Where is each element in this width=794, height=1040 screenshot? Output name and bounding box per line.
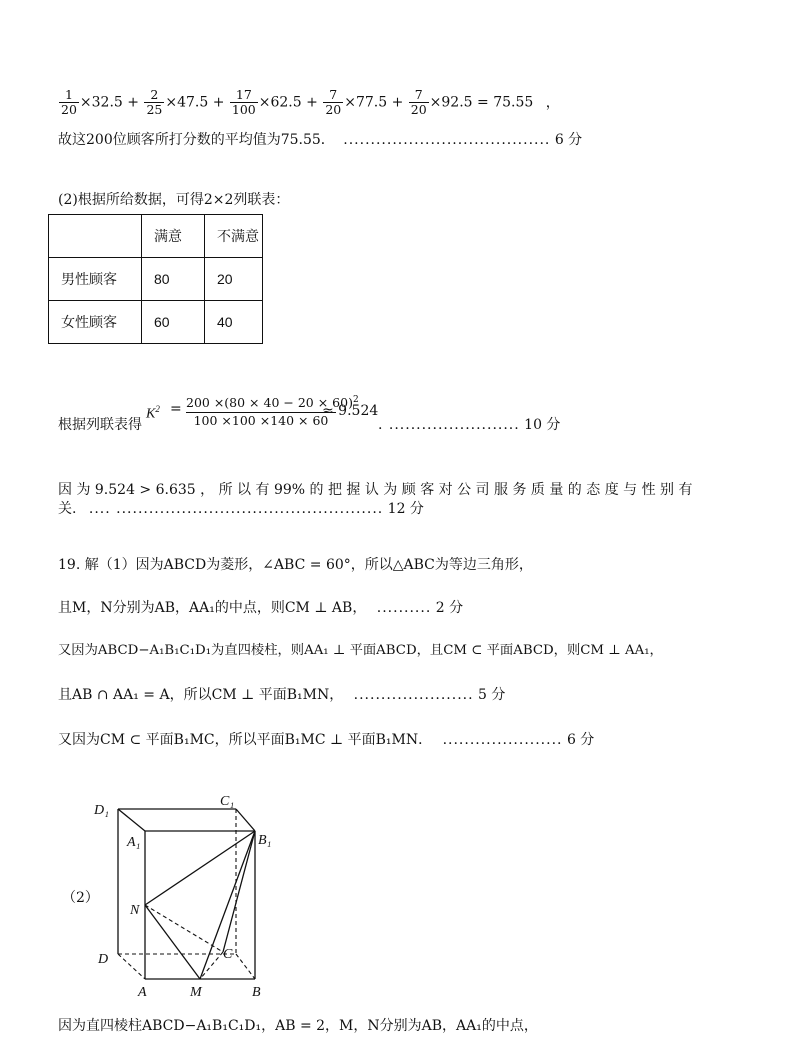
contingency-table [48,214,263,344]
label-D1: D₁ [94,803,109,818]
label-B: B [252,985,261,1000]
label-B1: B₁ [258,833,272,848]
segment-N-M [145,905,200,979]
prism-figure [90,790,290,1005]
table-row [49,258,263,301]
table-cell: 60 [142,301,205,344]
fraction-5: $\frac{7}{20}$ [410,87,427,117]
table-cell: 80 [142,258,205,301]
k2-lhs: $K^2$ [146,404,160,422]
table-row [49,301,263,344]
table-header-cell: 满意 [142,215,205,258]
last-line: 因为直四棱柱ABCD−A₁B₁C₁D₁，AB = 2，M，N分别为AB，AA₁的中点， [58,1018,538,1034]
k2-prefix: 根据列联表得 [58,417,142,433]
part2-intro: (2)根据所给数据，可得2×2列联表： [58,192,290,208]
q19-line-4: 且AB ∩ AA₁ = A，所以CM ⊥ 平面B₁MN， ...................... 5 分 [58,687,506,703]
k2-equals: = [170,401,182,417]
label-N: N [130,903,140,918]
label-D: D [98,952,109,967]
fraction-1: $\frac{1}{20}$ [61,87,77,117]
k2-approx: ≈ 9.524 [322,403,379,419]
fraction-4: $\frac{7}{20}$ [325,87,342,117]
fraction-2: $\frac{2}{25}$ [146,87,163,117]
q19-line-1: 19. 解（1）因为ABCD为菱形，∠ABC = 60°，所以△ABC为等边三角形， [58,557,533,573]
hidden-segment-C-M [200,952,223,979]
mean-conclusion-line: 故这200位顾客所打分数的平均值为75.55． ...................................... 6 分 [58,132,583,148]
table-header-row [49,215,263,258]
label-A1: A₁ [127,835,141,850]
table-cell: 40 [205,301,263,344]
q19-line-5: 又因为CM ⊂ 平面B₁MC，所以平面B₁MC ⊥ 平面B₁MN． ...................... 6 分 [58,732,595,748]
table-cell: 女性顾客 [49,301,142,344]
edge-D1-A1 [118,809,145,831]
conclusion-line-1: 因 为 9.524 > 6.635 ， 所 以 有 99% 的 把 握 认 为 顾 客 对 公 司 服 务 质 量 的 态 度 与 性 别 有 [58,482,693,498]
table-corner-cell [49,215,142,258]
k2-score-line: . ........................ 10 分 [378,417,561,433]
figure-label: （2） [62,890,99,906]
label-M: M [190,985,202,1000]
q19-line-3: 又因为ABCD−A₁B₁C₁D₁为直四棱柱，则AA₁ ⊥ 平面ABCD，且CM ⊂ 平面ABCD，则CM ⊥ AA₁， [58,643,663,658]
table-cell: 20 [205,258,263,301]
hidden-edge-C-B [236,954,255,979]
mean-calculation-line: $\frac{1}{20}$ ×32.5 + $\frac{2}{25}$ ×47.5 + $\frac{17}{100}$ ×62.5 + $\frac{7}{20}$ ×77.5 + $\frac{7}{20}$ ×92.5 = 75.55 ， [61,87,560,117]
label-C1: C₁ [220,794,235,809]
hidden-segment-N-C [145,905,223,952]
table-header-cell: 不满意 [205,215,263,258]
label-C: C [223,947,233,962]
table-cell: 男性顾客 [49,258,142,301]
k2-fraction: $200 \times(80 \times 40 - 20 \times 60)^2$ 100 ×100 ×140 × 60 [186,392,336,429]
edge-C1-B1 [236,809,255,831]
hidden-edge-D-A [118,954,145,979]
q19-line-2: 且M，N分别为AB，AA₁的中点，则CM ⊥ AB， .......... 2 分 [58,600,464,616]
label-A: A [138,985,147,1000]
conclusion-line-2: 关. .... ................................................. 12 分 [58,501,424,517]
fraction-3: $\frac{17}{100}$ [231,87,256,117]
